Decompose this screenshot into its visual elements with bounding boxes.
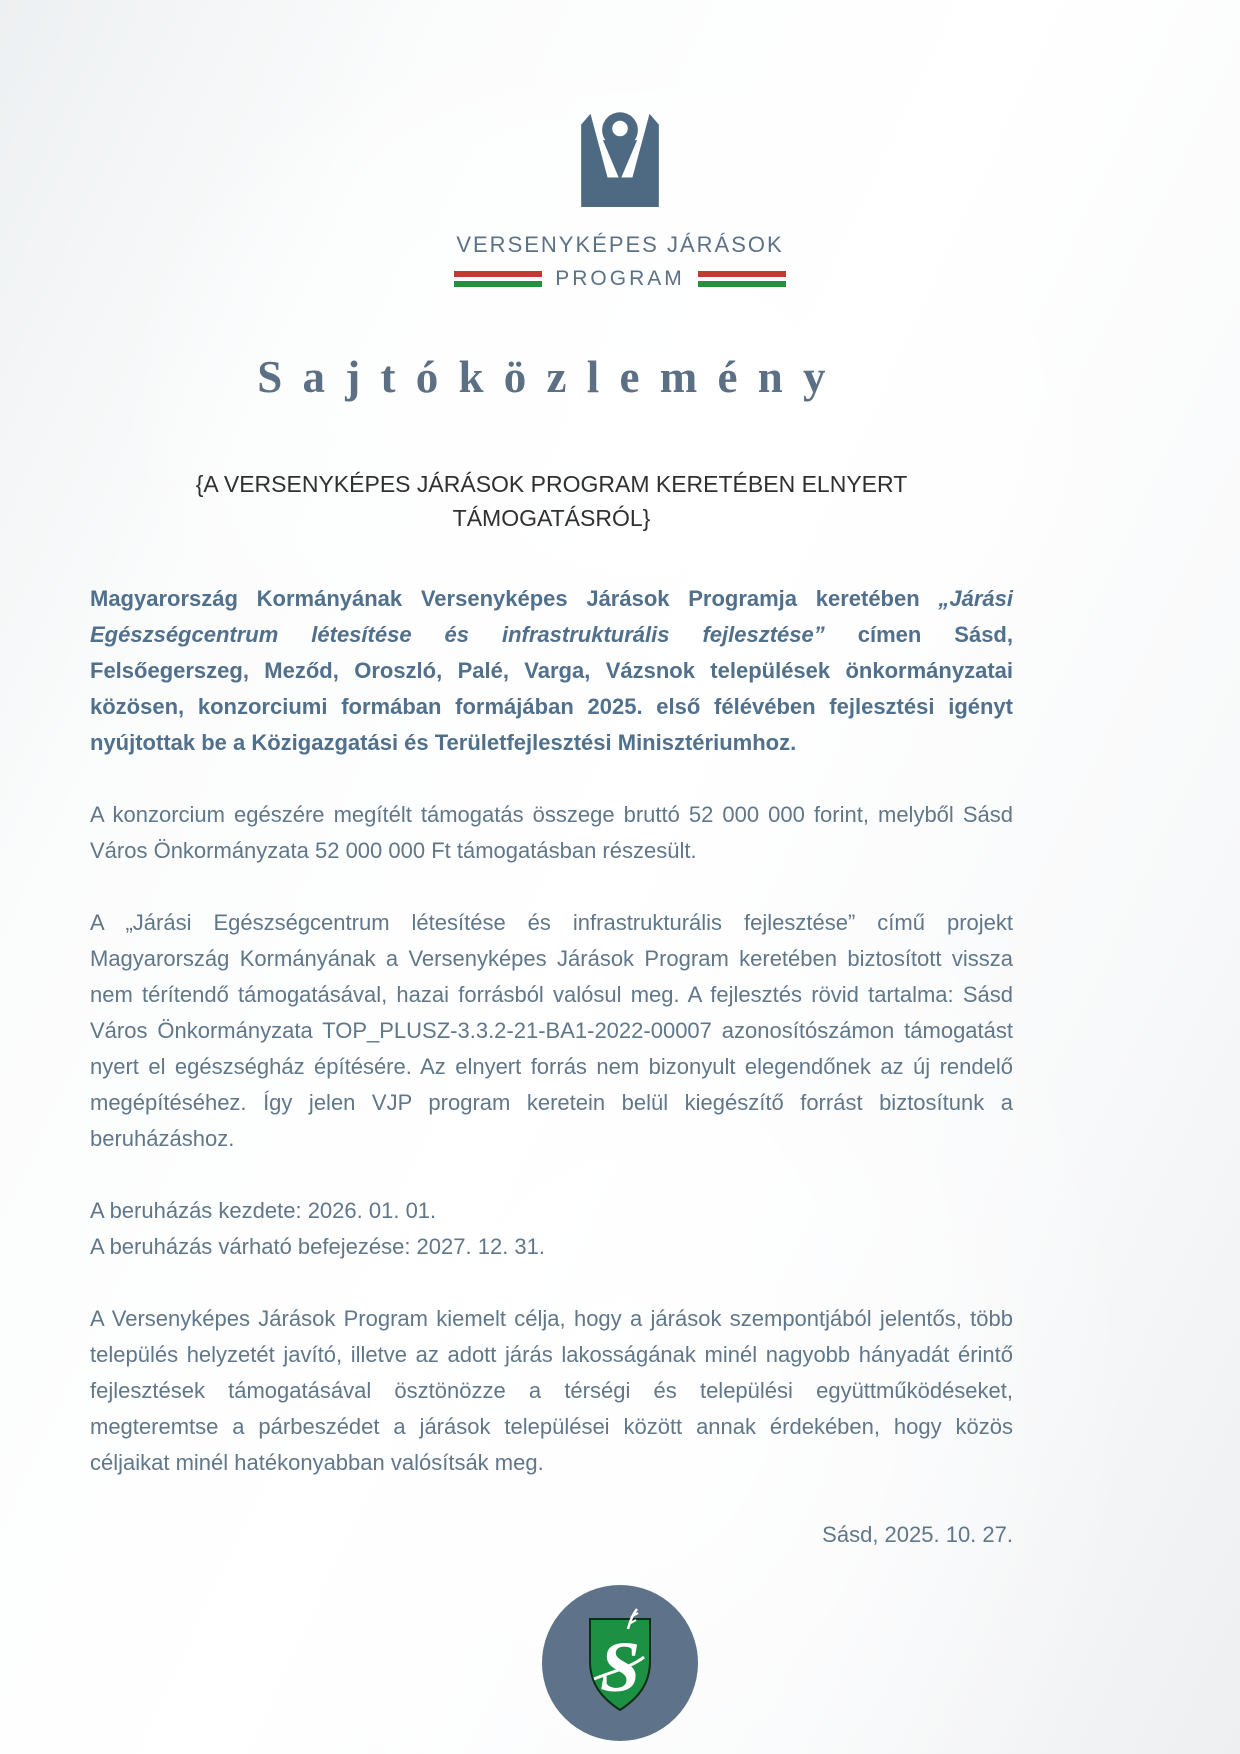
project-description-part2: A fejlesztés rövid tartalma: Sásd Város Önkormányzata TOP_PLUSZ-3.3.2-21-BA1-2022-00007 azonosítószámon támogatást nyert el egészségház építésére. Az elnyert forrás nem bizonyult elegendőnek az új rendelő megépítéséhez. Így jelen VJP program keretein belül kiegészítő forrást biztosítunk a beruházáshoz. bbox=[90, 982, 1014, 1151]
project-description-paragraph bbox=[90, 905, 1013, 1157]
project-start-date: A beruházás kezdete: 2026. 01. 01. bbox=[90, 1198, 437, 1223]
project-title-quote: „Járási Egészségcentrum létesítése és infrastrukturális fejlesztése” bbox=[90, 586, 1013, 647]
seal-letter: S bbox=[599, 1627, 641, 1707]
footer-seal-block bbox=[0, 1583, 1240, 1748]
program-logo-program-label: PROGRAM bbox=[555, 267, 685, 290]
press-release-subject: {A VERSENYKÉPES JÁRÁSOK PROGRAM KERETÉBEN ELNYERT TÁMOGATÁSRÓL} bbox=[195, 471, 908, 531]
program-goal-paragraph: A Versenyképes Járások Program kiemelt célja, hogy a járások szempontjából jelentős, több település helyzetét javító, illetve az adott járás lakosságának minél nagyobb hányadát érintő fejlesztések támogatásával ösztönözze a térségi és települési együttműködéseket, megteremtse a párbeszédet a járások települései között annak érdekében, hogy közös céljaikat minél hatékonyabban valósítsák meg. bbox=[90, 1306, 1013, 1475]
press-release-body bbox=[90, 581, 1013, 1553]
location-pin-v-icon bbox=[581, 106, 659, 207]
hungarian-flag-stripe-left-icon bbox=[454, 271, 542, 287]
hungarian-flag-stripe-right-icon bbox=[698, 271, 786, 287]
program-logo-block bbox=[0, 0, 1240, 291]
project-description-part1: A „Járási Egészségcentrum létesítése és infrastrukturális fejlesztése” című projekt Magyarország Kormányának a Versenyképes Járások Program keretében biztosított vissza nem térítendő támogatásával, hazai forrásból valósul meg. bbox=[90, 910, 1013, 1007]
sasd-coat-of-arms-icon bbox=[540, 1583, 700, 1743]
funding-amount-paragraph: A konzorcium egészére megítélt támogatás összege bruttó 52 000 000 forint, melyből Sásd Város Önkormányzata 52 000 000 Ft támogatásban részesült. bbox=[90, 802, 1013, 863]
program-logo-subline bbox=[0, 267, 1240, 291]
lead-paragraph bbox=[90, 581, 1013, 761]
project-end-date: A beruházás várható befejezése: 2027. 12. 31. bbox=[90, 1234, 545, 1259]
lead-paragraph-part2: címen Sásd, Felsőegerszeg, Meződ, Oroszló, Palé, Varga, Vázsnok települések önkormányzatai közösen, konzorciumi formában formájában 2025. első félévében fejlesztési igényt nyújtottak be a Közigazgatási és Területfejlesztési Minisztériumhoz. bbox=[90, 622, 1013, 755]
lead-paragraph-part1: Magyarország Kormányának Versenyképes Járások Programja keretében bbox=[90, 586, 939, 611]
document-column bbox=[90, 351, 1013, 1553]
project-dates bbox=[90, 1193, 1013, 1265]
signoff-date: Sásd, 2025. 10. 27. bbox=[822, 1522, 1013, 1547]
press-release-title: Sajtóközlemény bbox=[257, 352, 846, 402]
program-logo-name: VERSENYKÉPES JÁRÁSOK bbox=[456, 232, 784, 257]
